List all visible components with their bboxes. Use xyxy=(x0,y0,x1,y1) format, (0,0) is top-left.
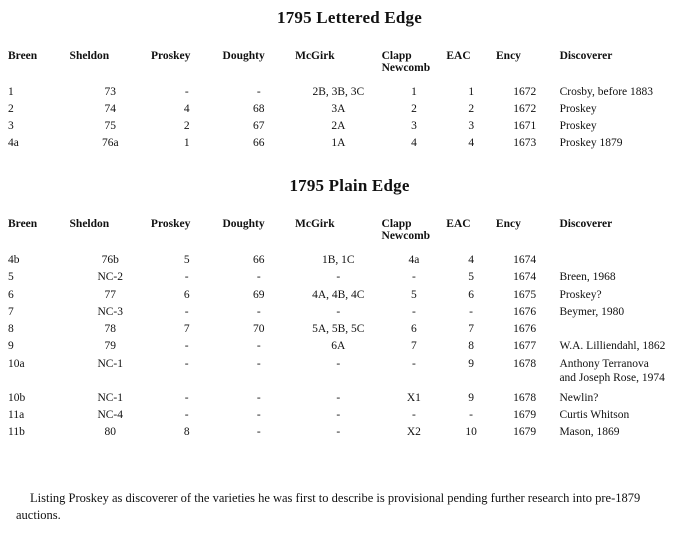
cell-sheldon: NC-2 xyxy=(97,271,123,284)
cell-doughty: 69 xyxy=(252,288,265,301)
cell-sheldon: 76b xyxy=(101,254,119,266)
cell-ency: 1672 xyxy=(513,86,537,98)
cell-doughty: - xyxy=(256,271,261,284)
cell-sheldon: 75 xyxy=(104,120,116,132)
plain-edge-title: 1795 Plain Edge xyxy=(289,176,410,195)
col-discoverer-header: Discoverer xyxy=(559,50,613,62)
cell-discoverer: Proskey? xyxy=(559,288,602,301)
col-doughty-header: Doughty xyxy=(222,218,265,230)
cell-mcgirk: 2A xyxy=(331,120,346,132)
cell-ency: 1674 xyxy=(513,254,537,266)
cell-eac: 9 xyxy=(468,391,474,404)
table-row xyxy=(8,323,699,340)
table-row xyxy=(8,86,699,103)
table-row xyxy=(8,103,699,120)
cell-discoverer xyxy=(553,358,699,392)
table-header-row xyxy=(8,50,699,86)
cell-proskey: 2 xyxy=(183,120,190,132)
table-row xyxy=(8,120,699,137)
cell-mcgirk: 1A xyxy=(331,137,346,149)
cell-breen: 2 xyxy=(8,103,14,115)
cell-proskey: - xyxy=(184,357,189,370)
cell-mcgirk: 3A xyxy=(331,103,346,115)
cell-clapp: 5 xyxy=(411,288,417,301)
cell-clapp: X2 xyxy=(406,426,421,439)
cell-proskey: 4 xyxy=(183,103,190,115)
cell-clapp: 3 xyxy=(411,120,417,132)
cell-discoverer: W.A. Lilliendahl, 1862 xyxy=(559,340,666,353)
cell-doughty: 66 xyxy=(252,254,265,266)
col-doughty-header: Doughty xyxy=(222,50,265,62)
cell-proskey: - xyxy=(184,340,189,353)
table-row xyxy=(8,358,699,392)
col-clapp-header xyxy=(382,50,447,86)
cell-breen: 5 xyxy=(8,271,14,284)
cell-doughty: - xyxy=(256,86,261,98)
cell-sheldon: NC-1 xyxy=(97,357,123,370)
cell-discoverer xyxy=(553,254,699,271)
cell-clapp: 4a xyxy=(408,254,420,266)
col-breen-header: Breen xyxy=(8,50,38,62)
cell-mcgirk: - xyxy=(336,305,341,318)
cell-doughty: 70 xyxy=(252,323,265,336)
cell-doughty: - xyxy=(256,409,261,422)
cell-clapp: - xyxy=(411,357,416,370)
cell-eac: 9 xyxy=(468,357,474,370)
cell-mcgirk: 4A, 4B, 4C xyxy=(312,288,365,301)
cell-mcgirk: - xyxy=(336,409,341,422)
cell-mcgirk: - xyxy=(336,426,341,439)
cell-eac: 4 xyxy=(468,254,474,266)
discoverer-line: Anthony Terranova xyxy=(559,357,649,370)
cell-discoverer: Beymer, 1980 xyxy=(559,305,625,318)
cell-breen: 4a xyxy=(8,137,19,149)
lettered-edge-table xyxy=(8,50,699,154)
cell-proskey: - xyxy=(184,86,189,98)
col-ency-header: Ency xyxy=(495,218,521,230)
cell-breen: 3 xyxy=(8,120,14,132)
table-row xyxy=(8,392,699,409)
cell-doughty: 68 xyxy=(253,103,265,115)
cell-clapp: - xyxy=(411,305,416,318)
cell-eac: 8 xyxy=(468,340,474,353)
cell-breen: 9 xyxy=(8,340,14,353)
cell-breen: 11b xyxy=(8,426,25,439)
cell-doughty: - xyxy=(256,426,261,439)
col-ency-header: Ency xyxy=(496,50,521,62)
cell-sheldon: 77 xyxy=(104,288,116,301)
cell-sheldon: 78 xyxy=(104,323,116,336)
col-mcgirk-header: McGirk xyxy=(295,50,335,62)
col-clapp-header xyxy=(382,218,447,254)
cell-mcgirk: - xyxy=(336,391,341,404)
cell-breen: 10a xyxy=(8,357,25,370)
discoverer-line: and Joseph Rose, 1974 xyxy=(559,371,665,384)
cell-eac: 6 xyxy=(468,288,474,301)
cell-proskey: - xyxy=(184,391,189,404)
cell-discoverer: Crosby, before 1883 xyxy=(559,86,654,98)
table-row xyxy=(8,306,699,323)
cell-sheldon: NC-4 xyxy=(97,409,123,422)
cell-sheldon: NC-3 xyxy=(97,305,123,318)
table-header-row xyxy=(8,218,699,254)
cell-eac: 7 xyxy=(468,323,474,336)
cell-discoverer: Proskey 1879 xyxy=(559,137,623,149)
cell-discoverer: Curtis Whitson xyxy=(559,409,630,422)
table-row xyxy=(8,426,699,443)
cell-clapp: 6 xyxy=(411,323,417,336)
cell-sheldon: 80 xyxy=(104,426,116,439)
col-proskey-header: Proskey xyxy=(150,50,191,62)
cell-mcgirk: 2B, 3B, 3C xyxy=(312,86,365,98)
cell-doughty: - xyxy=(256,340,261,353)
table-row xyxy=(8,409,699,426)
cell-breen: 10b xyxy=(8,391,26,404)
cell-mcgirk: 6A xyxy=(331,340,346,353)
cell-breen: 6 xyxy=(8,288,14,301)
cell-ency: 1675 xyxy=(513,288,537,301)
cell-clapp: 1 xyxy=(411,86,417,98)
cell-clapp: X1 xyxy=(406,391,421,404)
cell-mcgirk: - xyxy=(336,271,341,284)
col-sheldon-header: Sheldon xyxy=(69,50,110,62)
col-eac-header: EAC xyxy=(446,50,471,62)
cell-ency: 1677 xyxy=(513,340,537,353)
cell-doughty: 66 xyxy=(253,137,265,149)
cell-breen: 11a xyxy=(8,409,25,422)
cell-doughty: - xyxy=(256,357,261,370)
cell-eac: - xyxy=(469,409,474,422)
cell-clapp: 7 xyxy=(411,340,417,353)
cell-eac: - xyxy=(469,305,474,318)
cell-proskey: - xyxy=(184,409,189,422)
cell-eac: 2 xyxy=(468,103,475,115)
footnote: Listing Proskey as discoverer of the varieties he was first to describe is provisional pending further research into pre-1879 auctions. xyxy=(16,491,641,522)
lettered-edge-title: 1795 Lettered Edge xyxy=(277,8,422,27)
cell-ency: 1676 xyxy=(513,305,537,318)
cell-ency: 1679 xyxy=(513,426,537,439)
col-eac-header: EAC xyxy=(446,218,471,230)
cell-breen: 7 xyxy=(8,305,14,318)
cell-sheldon: 79 xyxy=(104,340,116,353)
cell-ency: 1679 xyxy=(513,409,537,422)
cell-eac: 1 xyxy=(468,86,475,98)
cell-ency: 1676 xyxy=(513,323,537,336)
col-mcgirk-header: McGirk xyxy=(295,218,335,230)
cell-ency: 1672 xyxy=(513,103,537,115)
cell-ency: 1671 xyxy=(513,120,537,132)
cell-proskey: 6 xyxy=(183,288,190,301)
cell-breen: 1 xyxy=(8,86,14,98)
clapp-label: Clapp xyxy=(381,50,412,62)
cell-discoverer xyxy=(553,323,699,340)
cell-ency: 1674 xyxy=(513,271,537,284)
cell-doughty: - xyxy=(256,391,261,404)
table-row xyxy=(8,289,699,306)
cell-proskey: - xyxy=(184,271,189,284)
table-row xyxy=(8,137,699,154)
cell-mcgirk: - xyxy=(336,357,341,370)
cell-eac: 5 xyxy=(468,271,474,284)
cell-clapp: - xyxy=(411,271,416,284)
cell-sheldon: 74 xyxy=(104,103,116,115)
cell-proskey: 7 xyxy=(183,323,190,336)
cell-doughty: 67 xyxy=(253,120,265,132)
table-row xyxy=(8,254,699,271)
plain-edge-table xyxy=(8,218,699,444)
cell-discoverer: Mason, 1869 xyxy=(559,426,620,439)
cell-discoverer: Proskey xyxy=(559,103,597,115)
newcomb-label: Newcomb xyxy=(381,230,431,242)
col-discoverer-header: Discoverer xyxy=(559,218,613,230)
cell-clapp: 4 xyxy=(411,137,417,149)
cell-ency: 1678 xyxy=(513,357,537,370)
cell-breen: 4b xyxy=(8,254,20,266)
table-row xyxy=(8,340,699,357)
cell-proskey: 8 xyxy=(183,426,190,439)
newcomb-label: Newcomb xyxy=(381,62,431,74)
cell-discoverer: Proskey xyxy=(559,120,597,132)
cell-proskey: - xyxy=(184,305,189,318)
cell-clapp: - xyxy=(411,409,416,422)
clapp-label: Clapp xyxy=(381,218,412,230)
col-breen-header: Breen xyxy=(8,218,38,230)
cell-sheldon: NC-1 xyxy=(97,391,123,404)
col-sheldon-header: Sheldon xyxy=(69,218,110,230)
cell-doughty: - xyxy=(256,305,261,318)
cell-mcgirk: 5A, 5B, 5C xyxy=(312,323,365,336)
cell-breen: 8 xyxy=(8,323,14,336)
cell-proskey: 1 xyxy=(183,137,190,149)
cell-sheldon: 76a xyxy=(101,137,119,149)
cell-eac: 3 xyxy=(468,120,475,132)
cell-discoverer: Newlin? xyxy=(559,391,599,404)
cell-sheldon: 73 xyxy=(104,86,116,98)
cell-discoverer: Breen, 1968 xyxy=(559,271,616,284)
cell-proskey: 5 xyxy=(183,254,190,266)
cell-ency: 1678 xyxy=(513,391,537,404)
table-row xyxy=(8,271,699,288)
cell-eac: 10 xyxy=(465,426,477,439)
cell-ency: 1673 xyxy=(513,137,537,149)
cell-eac: 4 xyxy=(468,137,475,149)
cell-clapp: 2 xyxy=(411,103,417,115)
cell-mcgirk: 1B, 1C xyxy=(321,254,355,266)
col-proskey-header: Proskey xyxy=(150,218,191,230)
